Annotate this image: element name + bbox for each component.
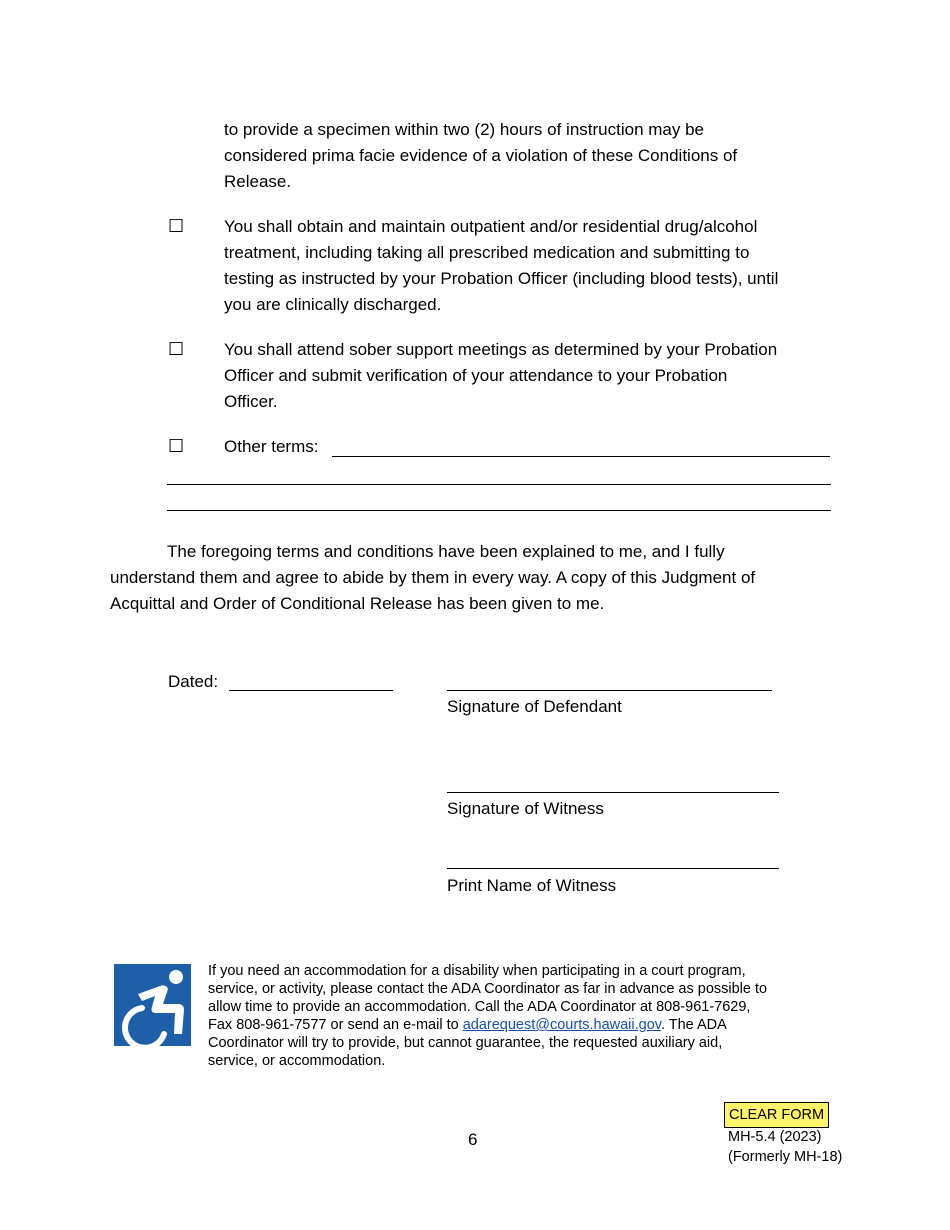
witness-signature-line[interactable] [447, 792, 779, 793]
witness-print-name-line[interactable] [447, 868, 779, 869]
other-terms-line-3[interactable] [167, 510, 831, 511]
condition-text-sober-meetings: You shall attend sober support meetings as determined by your Probation Officer and submit verification of your attendance to your Probation Officer. [224, 340, 778, 411]
clear-form-button[interactable]: CLEAR FORM [724, 1102, 829, 1128]
page-number: 6 [468, 1130, 478, 1149]
condition-checkbox-sober-meetings[interactable]: ☐ [168, 339, 185, 360]
dated-field[interactable] [229, 690, 393, 691]
former-form-code: (Formerly MH-18) [728, 1149, 843, 1165]
witness-print-name-label: Print Name of Witness [447, 876, 617, 895]
continuation-text: to provide a specimen within two (2) hours of instruction may be considered prima facie evidence of a violation of these Conditions of Release. [224, 120, 738, 191]
ada-notice [208, 962, 828, 1070]
dated-label: Dated: [168, 672, 219, 691]
ada-notice-text-start: If you need an accommodation for a disability when participating in a court program, service, or activity, please contact the ADA Coordinator as far in advance as possible to allow time to provide an accommodation. Call the ADA Coordinator at 808-961-7629, Fax 808-961-7577 or send an e-mail to [208, 963, 768, 1033]
other-terms-label: Other terms: [224, 437, 319, 456]
condition-checkbox-treatment[interactable]: ☐ [168, 216, 185, 237]
ada-notice-text-end: . The ADA Coordinator will try to provide, but cannot guarantee, the requested auxiliary aid, service, or accommodation. [208, 1017, 727, 1069]
form-code: MH-5.4 (2023) [728, 1129, 822, 1145]
defendant-signature-label: Signature of Defendant [447, 697, 622, 716]
accessibility-icon [114, 964, 191, 1046]
other-terms-line-1[interactable] [332, 456, 830, 457]
defendant-signature-line[interactable] [447, 690, 772, 691]
witness-signature-label: Signature of Witness [447, 799, 604, 818]
acknowledgment-text: The foregoing terms and conditions have been explained to me, and I fully understand them and agree to abide by them in every way. A copy of this Judgment of Acquittal and Order of Conditional Release has been given to me. [110, 542, 756, 613]
condition-checkbox-other-terms[interactable]: ☐ [168, 436, 185, 457]
ada-email-link[interactable]: adarequest@courts.hawaii.gov [462, 1017, 661, 1033]
other-terms-line-2[interactable] [167, 484, 831, 485]
condition-text-treatment: You shall obtain and maintain outpatient and/or residential drug/alcohol treatment, including taking all prescribed medication and submitting to testing as instructed by your Probation Officer (including blood tests), until you are clinically discharged. [224, 217, 779, 314]
